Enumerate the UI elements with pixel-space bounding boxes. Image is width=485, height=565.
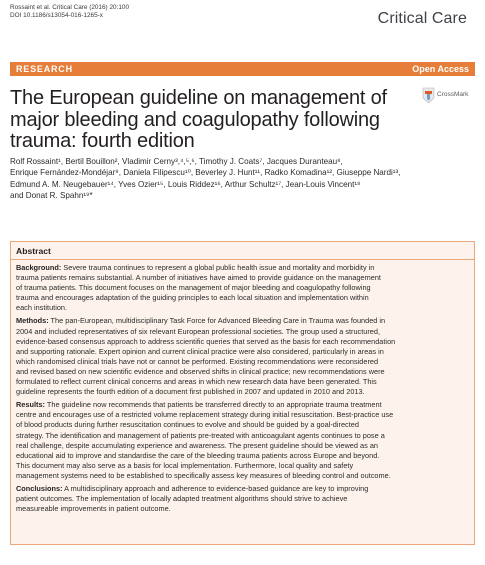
crossmark-icon xyxy=(422,87,435,104)
abstract-line: formulated to reflect current clinical concerns and areas in which new research data have been generated. This xyxy=(16,377,377,387)
abstract-line: real challenge, despite accumulating experience and awareness. The present guideline should be viewed as an xyxy=(16,440,378,450)
abstract-line: patient outcomes. The implementation of locally adapted treatment algorithms should strive to achieve xyxy=(16,494,348,504)
abstract-line: 2004 and included representatives of six relevant European professional societies. The group used a structured, xyxy=(16,326,381,336)
open-access-label: Open Access xyxy=(412,64,469,74)
article-type-label: RESEARCH xyxy=(16,64,73,74)
abstract-line: management systems need to be established to specifically assess key measures of bleeding control and outcome. xyxy=(16,470,391,480)
abstract-line: trauma and encourages adaptation of the guiding principles to each local situation and implementation within xyxy=(16,293,369,303)
doi-line: DOI 10.1186/s13054-016-1265-x xyxy=(10,12,103,19)
section-label: Background: xyxy=(16,263,62,272)
abstract-line: educational aid to improve and standardise the care of the bleeding trauma patients across Europe and beyond. xyxy=(16,450,380,460)
abstract-line: trauma patients remains substantial. A number of initiatives have aimed to provide guidance on the management xyxy=(16,273,381,283)
abstract-line xyxy=(16,484,471,494)
abstract-divider xyxy=(11,259,474,260)
crossmark-label: CrossMark xyxy=(437,91,469,98)
author-line: and Donat R. Spahn¹⁹* xyxy=(10,191,93,201)
author-list xyxy=(10,156,470,202)
abstract-body xyxy=(16,263,471,517)
abstract-line: and revised based on new scientific evidence and observed shifts in clinical practice; new recommendations were xyxy=(16,366,385,376)
journal-logo: Critical Care xyxy=(377,10,467,27)
abstract-line: guideline represents the fourth edition of a document first published in 2007 and updated in 2010 and 2013. xyxy=(16,387,365,397)
line-text: The guideline now recommends that patients be transferred directly to an appropriate trauma treatment xyxy=(44,400,382,410)
abstract-line: and supporting rationale. Expert opinion and current clinical practice were also considered, particularly in areas in xyxy=(16,346,384,356)
article-type-band xyxy=(10,62,475,76)
abstract-background xyxy=(16,263,471,313)
line-text: The pan-European, multidisciplinary Task Force for Advanced Bleeding Care in Trauma was founded in xyxy=(48,316,386,326)
abstract-box xyxy=(10,241,475,545)
abstract-line: of trauma patients. This document focuses on the management of major bleeding and coagulopathy following xyxy=(16,283,371,293)
abstract-line: evidence-based consensus approach to address scientific queries that served as the basis for each recommendation xyxy=(16,336,396,346)
line-text: A multidisciplinary approach and adherence to evidence-based guidance are key to improving xyxy=(62,483,369,493)
abstract-line xyxy=(16,400,471,410)
section-label: Results: xyxy=(16,400,45,410)
abstract-line: measureable improvements in patient outcome. xyxy=(16,504,171,514)
citation-line: Rossaint et al. Critical Care (2016) 20:100 xyxy=(10,4,129,11)
citation-block xyxy=(10,4,129,20)
abstract-line xyxy=(16,316,471,326)
line-text: Severe trauma continues to represent a global public health issue and mortality and morbidity in xyxy=(61,263,375,272)
abstract-methods xyxy=(16,316,471,397)
author-line: Edmund A. M. Neugebauer¹⁴, Yves Ozier¹⁵, Louis Riddez¹⁶, Arthur Schultz¹⁷, Jean-Louis Vincent¹⁸ xyxy=(10,179,361,189)
crossmark-button[interactable] xyxy=(422,84,468,108)
abstract-heading: Abstract xyxy=(16,246,51,256)
abstract-line: of blood products during further resuscitation continues to evolve and should be guided by a goal-directed xyxy=(16,420,359,430)
author-line: Enrique Fernández-Mondéjar⁹, Daniela Filipescu¹⁰, Beverley J. Hunt¹¹, Radko Komadina¹², Giuseppe Nardi¹³, xyxy=(10,168,401,178)
abstract-results xyxy=(16,400,471,481)
abstract-line: This document may also serve as a basis for local implementation. Furthermore, local quality and safety xyxy=(16,460,354,470)
abstract-line: each institution. xyxy=(16,303,68,313)
abstract-line: centre and encourages use of a restricted volume replacement strategy during initial resuscitation. Best-practice use xyxy=(16,410,394,420)
section-label: Conclusions: xyxy=(16,483,63,493)
abstract-line: strategy. The identification and management of patients pre-treated with anticoagulant agents continues to pose a xyxy=(16,430,385,440)
abstract-line: which randomised clinical trials have not or cannot be performed. Existing recommendations were reconsidered xyxy=(16,356,379,366)
author-line: Rolf Rossaint¹, Bertil Bouillon², Vladimir Cerny³,⁴,⁵,⁶, Timothy J. Coats⁷, Jacques Duranteau⁸, xyxy=(10,157,343,166)
section-label: Methods: xyxy=(16,316,49,326)
article-title: The European guideline on management of major bleeding and coagulopathy following trauma: fourth edition xyxy=(10,87,387,152)
abstract-line xyxy=(16,263,471,273)
abstract-conclusions xyxy=(16,484,471,514)
